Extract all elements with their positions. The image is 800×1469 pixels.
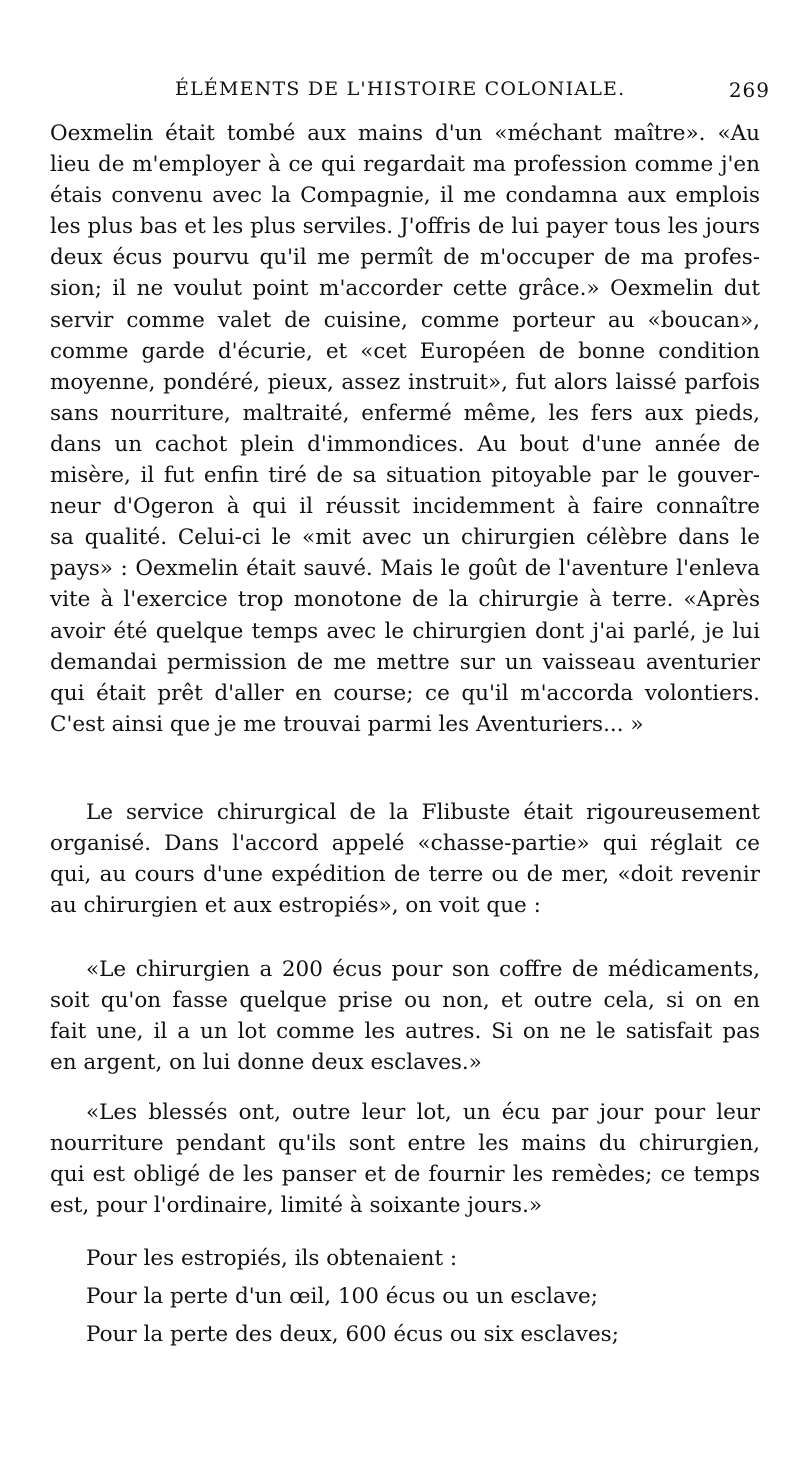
text-line: moyenne, pondéré, pieux, assez instruit», fut alors laissé parfois [50, 369, 760, 395]
text-line: neur d'Ogeron à qui il réussit incidemment à faire connaître [50, 494, 760, 520]
text-line: en argent, on lui donne deux esclaves.» [50, 1050, 482, 1076]
text-line: fait une, il a un lot comme les autres. Si on ne le satisfait pas [50, 1019, 760, 1045]
list-item: Pour les estropiés, ils obtenaient : [86, 1246, 458, 1271]
text-line: est, pour l'ordinaire, limité à soixante jours.» [50, 1193, 543, 1219]
text-line: vite à l'exercice trop monotone de la chirurgie à terre. «Après [50, 587, 760, 613]
text-line: Le service chirurgical de la Flibuste était rigoureusement [86, 800, 760, 825]
list-item: Pour la perte des deux, 600 écus ou six esclaves; [86, 1322, 619, 1347]
text-line: misère, il fut enfin tiré de sa situation pitoyable par le gouver- [50, 463, 760, 489]
text-line: qui, au cours d'une expédition de terre ou de mer, «doit revenir [50, 862, 760, 888]
quote-wounded-allowance [50, 1097, 760, 1221]
page-header [50, 78, 770, 112]
text-line: «Les blessés ont, outre leur lot, un écu par jour pour leur [86, 1100, 760, 1125]
paragraph-oexmelin-captivity [50, 118, 760, 740]
page-number: 269 [728, 78, 770, 102]
text-line: «Le chirurgien a 200 écus pour son coffre de médicaments, [86, 957, 760, 982]
paragraph-surgical-service [50, 797, 760, 921]
text-line: dans un cachot plein d'immondices. Au bout d'une année de [50, 431, 760, 457]
text-line: Oexmelin était tombé aux mains d'un «méchant maître». «Au [50, 121, 760, 146]
text-line: organisé. Dans l'accord appelé «chasse-partie» qui réglait ce [50, 831, 760, 857]
text-line: qui était prêt d'aller en course; ce qu'il m'accorda volontiers. [50, 680, 760, 706]
text-line: deux écus pourvu qu'il me permît de m'occuper de ma profes- [50, 245, 760, 271]
text-line: sans nourriture, maltraité, enfermé même, les fers aux pieds, [50, 400, 760, 426]
text-line: qui est obligé de les panser et de fournir les remèdes; ce temps [50, 1162, 760, 1188]
compensation-list [86, 1240, 766, 1354]
book-page [50, 0, 770, 1469]
text-line: avoir été quelque temps avec le chirurgien dont j'ai parlé, je lui [50, 618, 760, 644]
quote-surgeon-pay [50, 954, 760, 1078]
text-line: servir comme valet de cuisine, comme porteur au «boucan», [50, 307, 760, 333]
text-line: au chirurgien et aux estropiés», on voit que : [50, 893, 541, 919]
text-line: sion; il ne voulut point m'accorder cette grâce.» Oexmelin dut [50, 276, 760, 302]
text-line: demandai permission de me mettre sur un vaisseau aventurier [50, 649, 760, 675]
text-line: lieu de m'employer à ce qui regardait ma profession comme j'en [50, 152, 760, 178]
text-line: nourriture pendant qu'ils sont entre les mains du chirurgien, [50, 1131, 760, 1157]
running-head: ÉLÉMENTS DE L'HISTOIRE COLONIALE. [175, 78, 626, 100]
text-line: sa qualité. Celui-ci le «mit avec un chirurgien célèbre dans le [50, 525, 760, 551]
text-line: les plus bas et les plus serviles. J'offris de lui payer tous les jours [50, 214, 760, 240]
text-line: C'est ainsi que je me trouvai parmi les Aventuriers... » [50, 711, 644, 737]
text-line: pays» : Oexmelin était sauvé. Mais le goût de l'aventure l'enleva [50, 556, 760, 582]
text-line: comme garde d'écurie, et «cet Européen de bonne condition [50, 338, 760, 364]
text-line: étais convenu avec la Compagnie, il me condamna aux emplois [50, 183, 760, 209]
text-line: soit qu'on fasse quelque prise ou non, et outre cela, si on en [50, 988, 760, 1014]
list-item: Pour la perte d'un œil, 100 écus ou un esclave; [86, 1284, 598, 1309]
